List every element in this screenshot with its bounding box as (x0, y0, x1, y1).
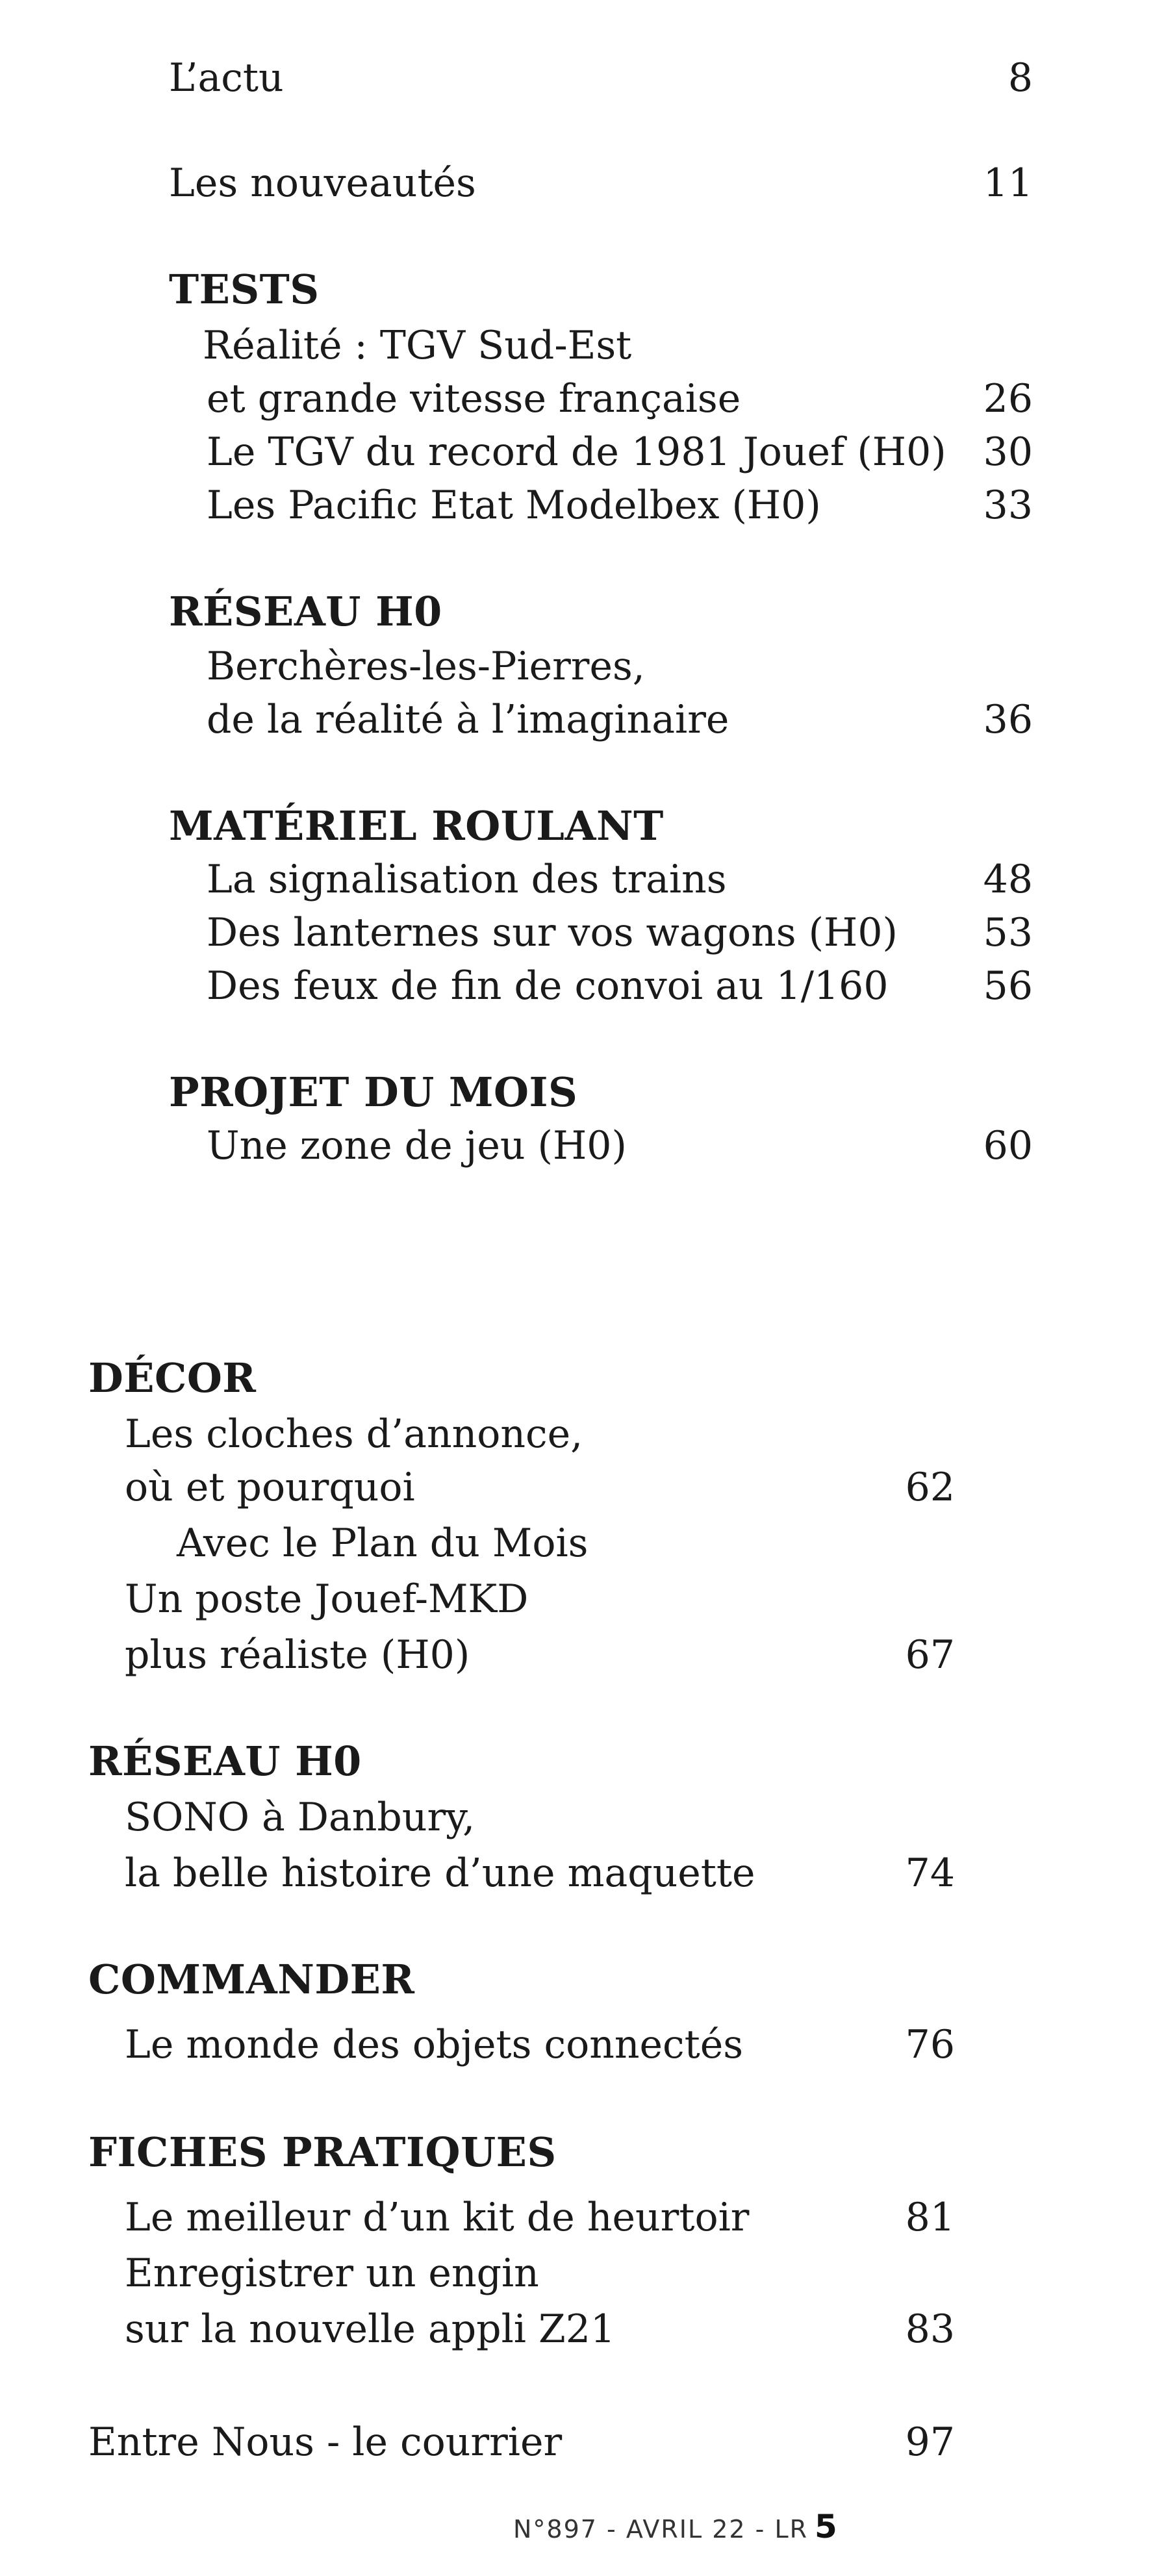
toc-entry-line: Un poste Jouef-MKD (125, 1576, 529, 1622)
toc-entry-page: 30 (983, 429, 1033, 475)
toc-entry-page: 33 (983, 483, 1033, 528)
toc-entry-page: 36 (983, 697, 1033, 742)
toc-entry-line: Réalité : TGV Sud-Est (203, 323, 632, 368)
toc-entry-page: 67 (905, 1632, 955, 1678)
section-heading-decor: DÉCOR (88, 1354, 257, 1402)
toc-entry-line: Le meilleur d’un kit de heurtoir (125, 2195, 750, 2240)
toc-entry-page: 62 (905, 1465, 955, 1510)
toc-entry-line: la belle histoire d’une maquette (125, 1850, 755, 1896)
toc-entry-line: et grande vitesse française (207, 376, 741, 422)
toc-entry-page: 83 (905, 2306, 955, 2352)
section-heading-tests: TESTS (169, 266, 320, 313)
section-heading-projet-du-mois: PROJET DU MOIS (169, 1068, 578, 1116)
section-heading-commander: COMMANDER (88, 1956, 415, 2003)
toc-entry-line: plus réaliste (H0) (125, 1632, 470, 1678)
section-heading-reseau-h0: RÉSEAU H0 (88, 1737, 362, 1785)
toc-entry-page: 60 (983, 1123, 1033, 1168)
toc-entry-actu-page: 8 (1008, 55, 1033, 101)
toc-entry-courrier-page: 97 (905, 2419, 955, 2465)
toc-entry-line: SONO à Danbury, (125, 1795, 475, 1840)
issue-info: N°897 - AVRIL 22 - LR (513, 2515, 809, 2544)
toc-entry-actu-title: L’actu (169, 55, 284, 101)
toc-entry-nouveautes-page: 11 (983, 160, 1033, 206)
toc-entry-page: 56 (983, 963, 1033, 1009)
page-footer (513, 2507, 837, 2549)
toc-entry-courrier-title: Entre Nous - le courrier (88, 2419, 563, 2465)
toc-entry-line: de la réalité à l’imaginaire (207, 697, 729, 742)
toc-entry-page: 81 (905, 2195, 955, 2240)
toc-entry-line: La signalisation des trains (207, 857, 727, 902)
section-heading-fiches-pratiques: FICHES PRATIQUES (88, 2128, 557, 2176)
toc-entry-line: Le TGV du record de 1981 Jouef (H0) (207, 429, 946, 475)
toc-entry-page: 48 (983, 857, 1033, 902)
toc-entry-page: 76 (905, 2022, 955, 2067)
page-number: 5 (815, 2508, 837, 2545)
toc-entry-page: 74 (905, 1850, 955, 1896)
toc-entry-line: Une zone de jeu (H0) (207, 1123, 627, 1168)
toc-entry-line: Des lanternes sur vos wagons (H0) (207, 910, 898, 955)
toc-entry-line: Enregistrer un engin (125, 2251, 539, 2296)
toc-entry-line: où et pourquoi (125, 1465, 415, 1510)
toc-entry-page: 26 (983, 376, 1033, 422)
section-heading-materiel-roulant: MATÉRIEL ROULANT (169, 802, 664, 850)
section-heading-reseau-h0: RÉSEAU H0 (169, 588, 442, 635)
toc-entry-line: Les Pacific Etat Modelbex (H0) (207, 483, 821, 528)
toc-entry-subline: Avec le Plan du Mois (177, 1521, 589, 1566)
toc-entry-nouveautes-title: Les nouveautés (169, 160, 476, 206)
toc-entry-line: Berchères-les-Pierres, (207, 644, 645, 689)
toc-entry-page: 53 (983, 910, 1033, 955)
toc-entry-line: sur la nouvelle appli Z21 (125, 2306, 616, 2352)
toc-entry-line: Les cloches d’annonce, (125, 1411, 583, 1457)
toc-entry-line: Le monde des objets connectés (125, 2022, 744, 2067)
toc-entry-line: Des feux de fin de convoi au 1/160 (207, 963, 889, 1009)
